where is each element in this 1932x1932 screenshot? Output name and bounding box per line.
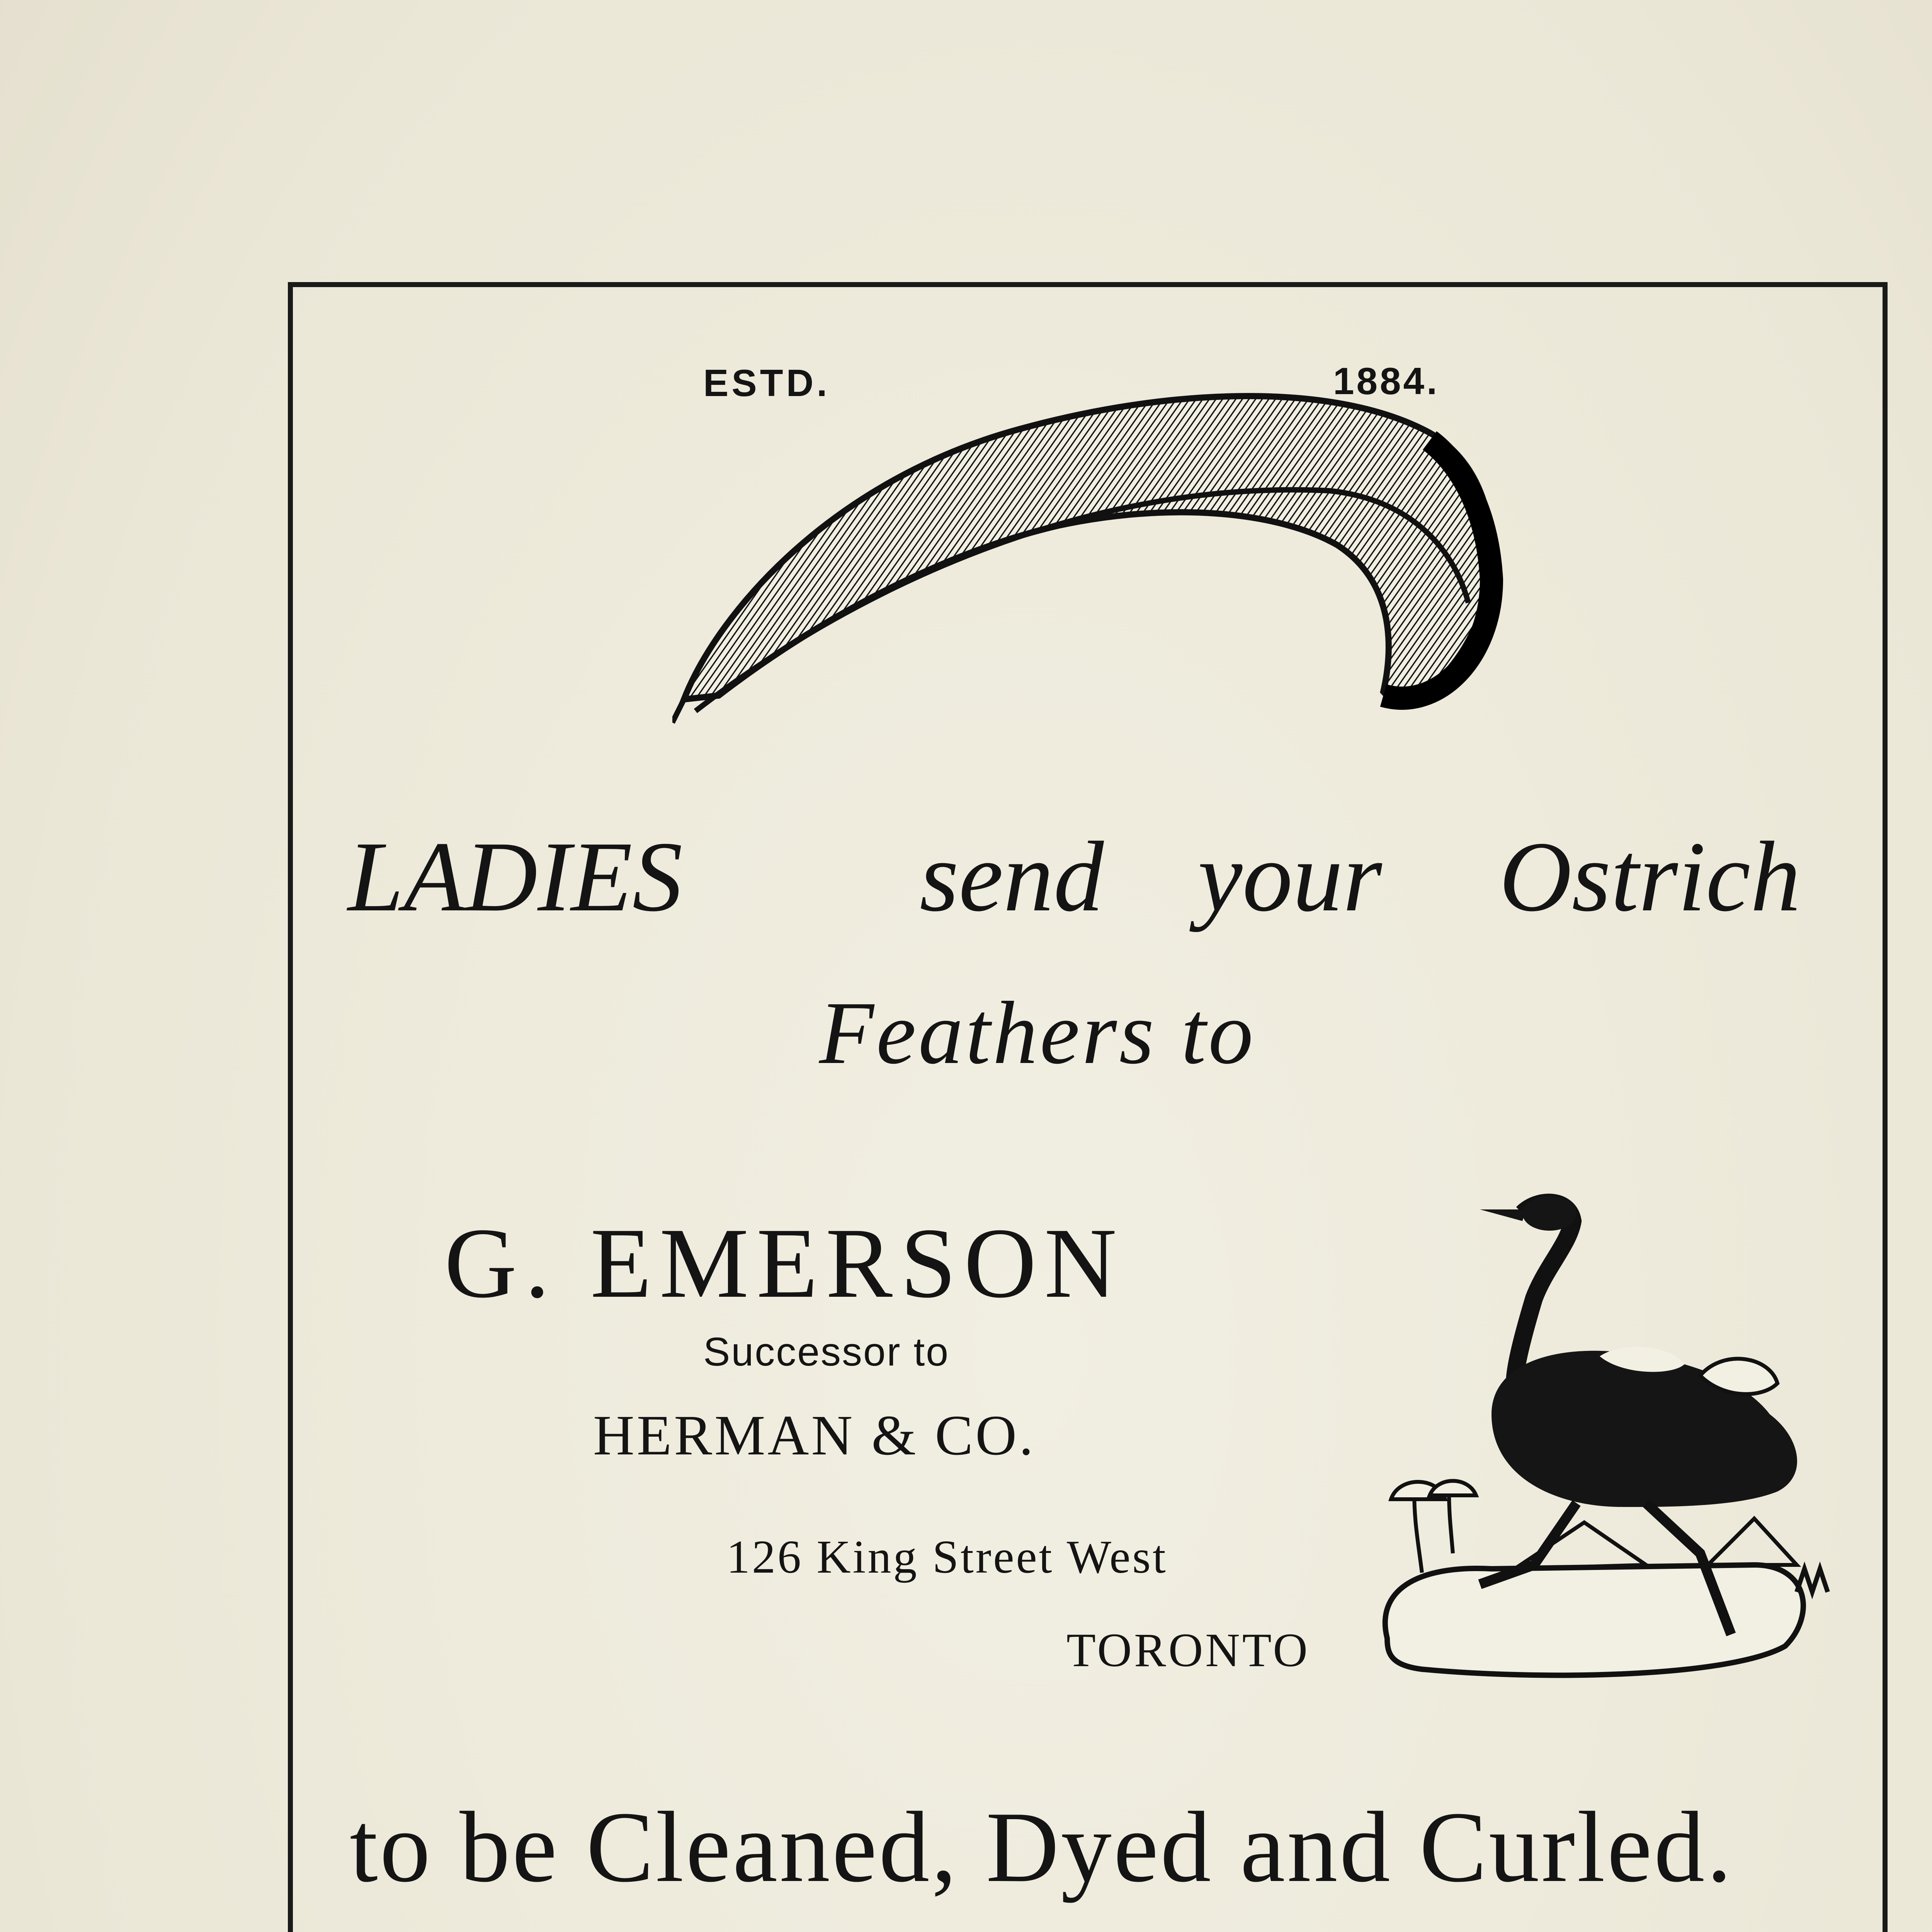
ostrich-engraving: [1352, 1182, 1839, 1700]
predecessor-name: HERMAN & CO.: [593, 1404, 1036, 1467]
headline-word-send: send: [920, 821, 1104, 932]
proprietor-name: G. EMERSON: [444, 1208, 1125, 1319]
headline-line-2: Feathers to: [819, 983, 1256, 1083]
successor-label: Successor to: [703, 1330, 950, 1374]
ostrich-feather-engraving: [672, 363, 1522, 726]
headline-word-your: your: [1198, 821, 1382, 932]
established-year: 1884.: [1333, 360, 1440, 402]
headline-word-ladies: LADIES: [348, 821, 683, 932]
headline-word-ostrich: Ostrich: [1499, 821, 1801, 932]
street-address: 126 King Street West: [726, 1531, 1168, 1583]
established-label: ESTD.: [703, 362, 830, 404]
services-line: to be Cleaned, Dyed and Curled.: [350, 1791, 1734, 1903]
city-name: TORONTO: [1066, 1624, 1310, 1677]
